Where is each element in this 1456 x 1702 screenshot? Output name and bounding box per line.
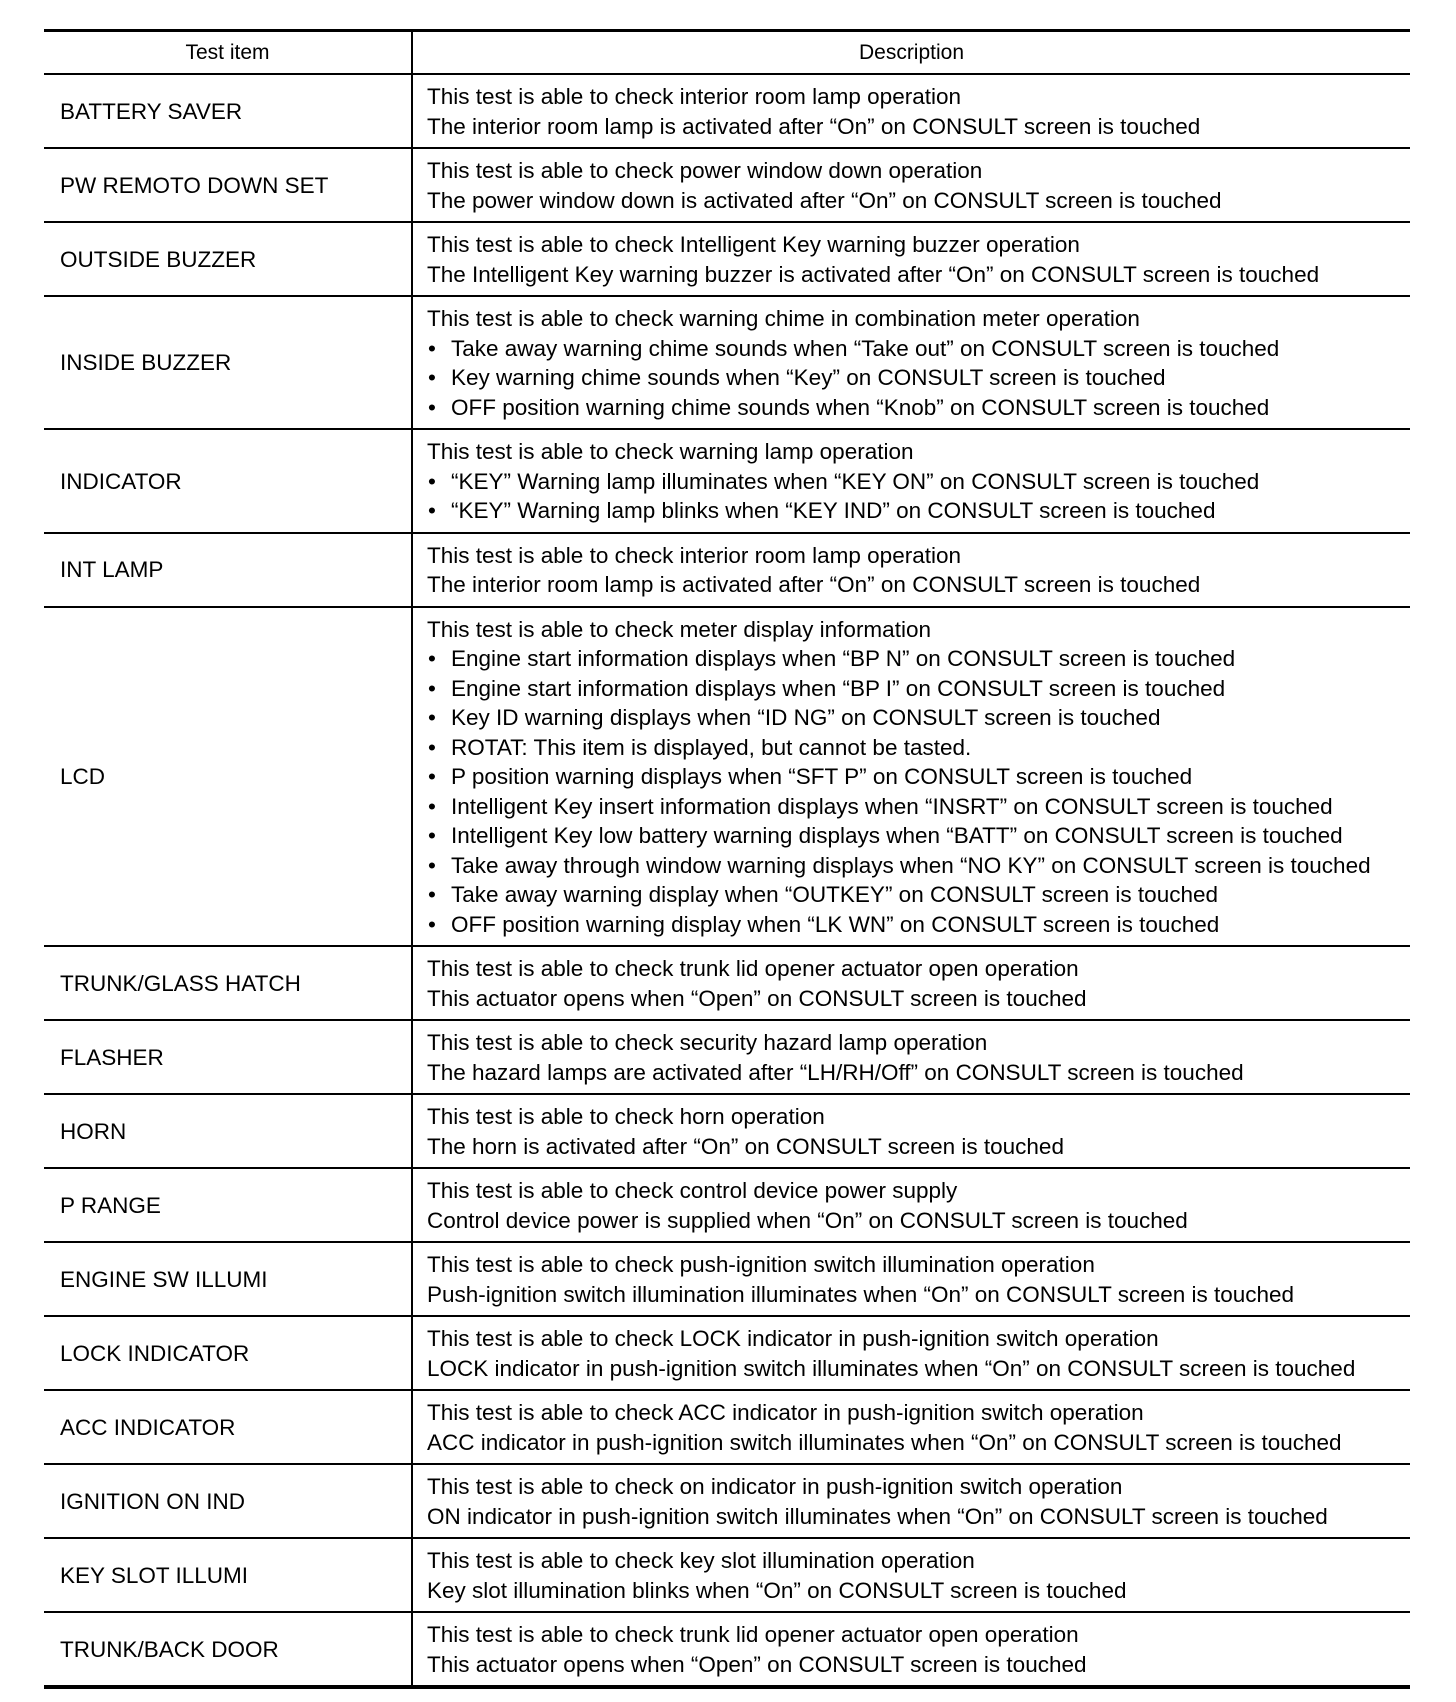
test-item-cell: FLASHER [44, 1020, 412, 1094]
description-cell [412, 607, 1410, 947]
table-row [44, 296, 1410, 429]
description-bullet: • “KEY” Warning lamp illuminates when “KEY ON” on CONSULT screen is touched [427, 467, 1402, 497]
description-line: The Intelligent Key warning buzzer is activated after “On” on CONSULT screen is touched [427, 261, 1320, 287]
description-line: The power window down is activated after “On” on CONSULT screen is touched [427, 187, 1222, 213]
test-item-cell: ENGINE SW ILLUMI [44, 1242, 412, 1316]
description-line: This test is able to check Intelligent Key warning buzzer operation [427, 232, 1080, 257]
description-cell [412, 1390, 1410, 1464]
description-line: This test is able to check trunk lid opener actuator open operation [427, 1622, 1079, 1647]
description-line: This test is able to check control device power supply [427, 1178, 958, 1203]
description-cell [412, 946, 1410, 1020]
description-bullet: • OFF position warning display when “LK WN” on CONSULT screen is touched [427, 910, 1402, 940]
test-item-cell: LOCK INDICATOR [44, 1316, 412, 1390]
description-line: LOCK indicator in push-ignition switch illuminates when “On” on CONSULT screen is touched [427, 1355, 1356, 1381]
table-row [44, 148, 1410, 222]
description-line: ACC indicator in push-ignition switch illuminates when “On” on CONSULT screen is touched [427, 1429, 1342, 1455]
test-item-cell: HORN [44, 1094, 412, 1168]
table-header-row [44, 31, 1410, 75]
table-body [44, 74, 1410, 1687]
description-cell [412, 1316, 1410, 1390]
description-bullet: • Take away warning chime sounds when “Take out” on CONSULT screen is touched [427, 334, 1402, 364]
description-line: The hazard lamps are activated after “LH/RH/Off” on CONSULT screen is touched [427, 1059, 1244, 1085]
description-line: ON indicator in push-ignition switch illuminates when “On” on CONSULT screen is touched [427, 1503, 1328, 1529]
description-bullet: • Intelligent Key low battery warning displays when “BATT” on CONSULT screen is touched [427, 821, 1402, 851]
test-item-cell: BATTERY SAVER [44, 74, 412, 148]
description-cell [412, 429, 1410, 533]
description-bullet: • Take away through window warning displays when “NO KY” on CONSULT screen is touched [427, 851, 1402, 881]
table-row [44, 607, 1410, 947]
description-line: The interior room lamp is activated after “On” on CONSULT screen is touched [427, 572, 1201, 597]
description-line: This test is able to check power window down operation [427, 158, 983, 183]
table-row [44, 74, 1410, 148]
description-bullet: • Engine start information displays when “BP N” on CONSULT screen is touched [427, 644, 1402, 674]
description-cell [412, 74, 1410, 148]
description-bullet: • Key ID warning displays when “ID NG” on CONSULT screen is touched [427, 703, 1402, 733]
description-cell [412, 1242, 1410, 1316]
description-cell [412, 1094, 1410, 1168]
description-cell [412, 148, 1410, 222]
table-row [44, 533, 1410, 607]
description-line: This test is able to check trunk lid opener actuator open operation [427, 956, 1079, 981]
description-line: This actuator opens when “Open” on CONSULT screen is touched [427, 1651, 1087, 1677]
test-item-cell: LCD [44, 607, 412, 947]
test-item-cell: ACC INDICATOR [44, 1390, 412, 1464]
description-bullet: • Engine start information displays when “BP I” on CONSULT screen is touched [427, 674, 1402, 704]
description-cell [412, 222, 1410, 296]
description-cell [412, 1020, 1410, 1094]
test-item-cell: KEY SLOT ILLUMI [44, 1538, 412, 1612]
table-row [44, 1094, 1410, 1168]
description-line: This test is able to check ACC indicator in push-ignition switch operation [427, 1400, 1144, 1425]
description-line: This test is able to check interior room lamp operation [427, 542, 961, 568]
description-line: This test is able to check meter display information [427, 616, 931, 642]
table-row [44, 429, 1410, 533]
description-line: This test is able to check on indicator in push-ignition switch operation [427, 1474, 1123, 1499]
description-cell [412, 533, 1410, 607]
description-line: Key slot illumination blinks when “On” on CONSULT screen is touched [427, 1577, 1127, 1603]
test-item-table [44, 29, 1410, 1689]
description-cell [412, 1538, 1410, 1612]
test-item-cell: P RANGE [44, 1168, 412, 1242]
table-row [44, 1390, 1410, 1464]
description-line: This test is able to check key slot illumination operation [427, 1548, 975, 1573]
description-bullet: • Key warning chime sounds when “Key” on CONSULT screen is touched [427, 363, 1402, 393]
description-line: The horn is activated after “On” on CONSULT screen is touched [427, 1133, 1064, 1159]
test-item-cell: TRUNK/BACK DOOR [60, 1636, 279, 1662]
table-row [44, 1020, 1410, 1094]
description-line: This test is able to check warning lamp operation [427, 439, 914, 464]
test-item-cell: OUTSIDE BUZZER [44, 222, 412, 296]
test-item-cell: INSIDE BUZZER [44, 296, 412, 429]
description-line: Push-ignition switch illumination illuminates when “On” on CONSULT screen is touched [427, 1281, 1295, 1307]
table-row [44, 1316, 1410, 1390]
description-line: This actuator opens when “Open” on CONSULT screen is touched [427, 985, 1087, 1011]
table-row [44, 1242, 1410, 1316]
description-line: This test is able to check LOCK indicator in push-ignition switch operation [427, 1326, 1159, 1351]
description-line: This test is able to check push-ignition switch illumination operation [427, 1252, 1095, 1277]
description-bullet: • P position warning displays when “SFT P” on CONSULT screen is touched [427, 762, 1402, 792]
table-row [44, 222, 1410, 296]
table-row [44, 1538, 1410, 1612]
header-test-item: Test item [44, 31, 412, 75]
description-bullet: • “KEY” Warning lamp blinks when “KEY IND” on CONSULT screen is touched [427, 496, 1402, 526]
test-item-cell: INDICATOR [44, 429, 412, 533]
table-row [44, 1168, 1410, 1242]
description-bullet: • OFF position warning chime sounds when “Knob” on CONSULT screen is touched [427, 393, 1402, 423]
header-description: Description [412, 31, 1410, 75]
description-cell [412, 296, 1410, 429]
table-row [44, 946, 1410, 1020]
test-item-cell: TRUNK/GLASS HATCH [44, 946, 412, 1020]
description-bullet: • ROTAT: This item is displayed, but cannot be tasted. [427, 733, 1402, 763]
test-item-cell: INT LAMP [44, 533, 412, 607]
description-cell [412, 1464, 1410, 1538]
description-line: Control device power is supplied when “On” on CONSULT screen is touched [427, 1207, 1188, 1233]
description-line: This test is able to check warning chime in combination meter operation [427, 306, 1140, 331]
table-row [44, 1464, 1410, 1538]
description-line: This test is able to check security hazard lamp operation [427, 1030, 988, 1055]
description-line: This test is able to check horn operation [427, 1104, 825, 1129]
description-cell [412, 1612, 1410, 1687]
description-line: The interior room lamp is activated after “On” on CONSULT screen is touched [427, 113, 1201, 139]
test-item-cell: IGNITION ON IND [44, 1464, 412, 1538]
description-line: This test is able to check interior room lamp operation [427, 84, 961, 109]
description-bullet: • Take away warning display when “OUTKEY” on CONSULT screen is touched [427, 880, 1402, 910]
test-item-cell: PW REMOTO DOWN SET [44, 148, 412, 222]
description-cell [412, 1168, 1410, 1242]
table-row [44, 1612, 1410, 1687]
description-bullet: • Intelligent Key insert information displays when “INSRT” on CONSULT screen is touched [427, 792, 1402, 822]
